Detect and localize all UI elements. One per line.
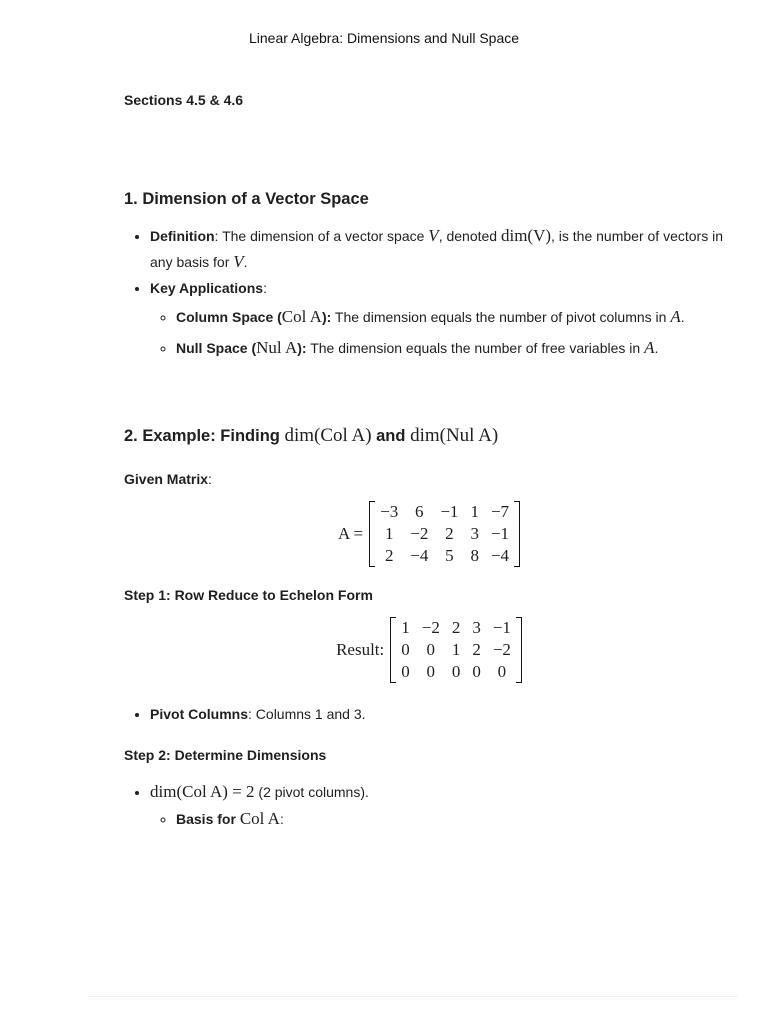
step2-heading: Step 2: Determine Dimensions xyxy=(124,747,327,763)
matrix-a-table xyxy=(374,501,515,567)
matrix-result-cell: 2 xyxy=(451,618,461,637)
pivot-list xyxy=(124,701,734,727)
matrix-a-row xyxy=(374,545,515,567)
dimensions-list xyxy=(124,779,734,833)
matrix-a-cell: 2 xyxy=(445,524,454,543)
matrix-a-row xyxy=(374,501,515,523)
matrix-result-row xyxy=(395,639,517,661)
section1-list xyxy=(124,223,734,363)
matrix-result-cell: 0 xyxy=(497,662,507,681)
matrix-a-cell: 5 xyxy=(445,546,454,565)
dim-col-item: • dim(Col A) = 2 (2 pivot columns). ◦ Basis for Col A: xyxy=(150,779,734,833)
matrix-a-cell: 1 xyxy=(470,502,479,521)
result-equation: Result: 1 −2 2 3 −1 0 0 1 2 −2 0 0 0 0 0 xyxy=(124,617,734,683)
given-matrix-label: Given Matrix: xyxy=(124,471,212,487)
matrix-a-cell: −3 xyxy=(380,502,399,521)
sections-subtitle: Sections 4.5 & 4.6 xyxy=(124,92,244,108)
matrix-result xyxy=(390,617,522,683)
matrix-a-cell: 2 xyxy=(384,546,394,565)
matrix-a-cell: 6 xyxy=(415,502,424,521)
matrix-result-row xyxy=(395,661,517,683)
matrix-a-cell: −1 xyxy=(440,502,459,521)
matrix-result-cell: 1 xyxy=(401,618,410,637)
matrix-result-cell: 0 xyxy=(472,662,481,681)
matrix-result-cell: 0 xyxy=(401,640,410,659)
matrix-result-cell: −2 xyxy=(492,640,511,659)
document-content xyxy=(124,92,734,833)
matrix-a-cell: 8 xyxy=(470,546,479,565)
matrix-result-cell: 3 xyxy=(472,618,481,637)
matrix-a-cell: −7 xyxy=(490,502,510,521)
step1-heading: Step 1: Row Reduce to Echelon Form xyxy=(124,587,373,603)
matrix-result-cell: 0 xyxy=(426,640,436,659)
definition-item: • Definition: The dimension of a vector space V, denoted dim(V), is the number of vectors in any basis for V. xyxy=(150,223,734,275)
null-space-item: ◦ Null Space (Nul A): The dimension equals the number of free variables in A. xyxy=(176,333,734,363)
section1-heading: 1. Dimension of a Vector Space xyxy=(124,190,369,208)
matrix-a-cell: −4 xyxy=(490,546,510,565)
section-dimension xyxy=(124,190,734,363)
matrix-a-equation: A = −3 6 −1 1 −7 1 −2 2 3 −1 2 −4 5 8 −4 xyxy=(124,501,734,567)
matrix-result-cell: −2 xyxy=(421,618,440,637)
basis-sublist xyxy=(150,805,734,833)
matrix-result-table xyxy=(395,617,517,683)
matrix-a-cell: −4 xyxy=(410,546,429,565)
matrix-a-cell: 3 xyxy=(470,524,479,543)
basis-col-item: ◦ Basis for Col A: xyxy=(176,805,734,833)
pivot-columns-item: • Pivot Columns: Columns 1 and 3. xyxy=(150,701,734,727)
section2-heading: 2. Example: Finding dim(Col A) and dim(Nul A) xyxy=(124,425,499,446)
matrix-a-cell: −2 xyxy=(410,524,429,543)
page-title: Linear Algebra: Dimensions and Null Space xyxy=(248,30,520,46)
key-applications-sublist xyxy=(150,301,734,363)
matrix-result-cell: −1 xyxy=(492,618,511,637)
matrix-a-cell: −1 xyxy=(490,524,510,543)
matrix-a-cell: 1 xyxy=(384,524,394,543)
column-space-item: ◦ Column Space (Col A): The dimension equals the number of pivot columns in A. xyxy=(176,301,734,333)
matrix-result-cell: 2 xyxy=(472,640,481,659)
footer-divider xyxy=(88,996,738,997)
matrix-a-row xyxy=(374,523,515,545)
matrix-result-cell: 1 xyxy=(451,640,461,659)
matrix-result-row xyxy=(395,617,517,639)
section-example xyxy=(124,425,734,833)
matrix-result-cell: 0 xyxy=(401,662,410,681)
matrix-a xyxy=(369,501,520,567)
matrix-result-cell: 0 xyxy=(451,662,461,681)
key-applications-item: • Key Applications: ◦ Column Space (Col A): The dimension equals the number of pivot columns in A. ◦ Null Space (Nul A): The dimension equals the number of free variables in A. xyxy=(150,275,734,363)
matrix-result-cell: 0 xyxy=(426,662,436,681)
